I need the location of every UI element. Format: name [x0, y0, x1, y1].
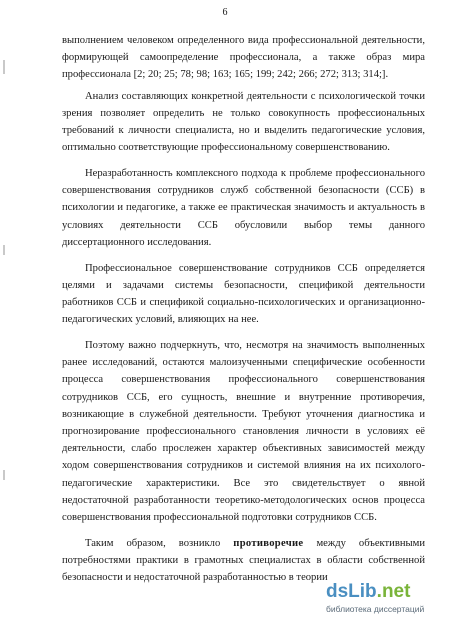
dslib-logo-suffix: .net	[376, 581, 411, 602]
paragraph-contradiction	[62, 535, 425, 587]
paragraph-understudied-features: Поэтому важно подчеркнуть, что, несмотря на значимость выполненных ранее исследований, остаются малоизученными специфические особенности процесса совершенствования профессионального совершенствования сотрудников ССБ, его сущность, внешние и внутренние противоречия, возникающие в служебной деятельности. Требуют уточнения диагностика и прогнозирование профессионального становления личности в условиях её деятельности, слабо прослежен характер объективных зависимостей между ходом совершенствования сотрудников и системой влияния на их психолого-педагогические характеристики. Все это свидетельствует о явной недостаточной разработанности теоретико-методологических основ процесса совершенствования профессиональной подготовки сотрудников ССБ.	[62, 340, 425, 524]
paragraph-topic-choice: Неразработанность комплексного подхода к проблеме профессионального совершенствования сотрудников служб собственной безопасности (ССБ) в психологии и педагогике, а также ее практическая значимость и актуальность в условиях деятельности ССБ обусловили выбор темы данного диссертационного исследования.	[62, 168, 425, 248]
dslib-watermark[interactable]	[326, 581, 436, 619]
dslib-logo-main: dsLib	[326, 581, 377, 602]
margin-mark-top	[3, 60, 5, 74]
page-number: 6	[222, 7, 228, 18]
document-body	[62, 32, 425, 595]
contradiction-emphasis: противоречие	[233, 537, 304, 549]
margin-mark-low	[3, 470, 5, 480]
margin-mark-mid	[3, 245, 5, 255]
contradiction-before: Таким образом, возникло	[85, 537, 234, 549]
paragraph-analysis: Анализ составляющих конкретной деятельности с психологической точки зрения позволяет определить не только совокупность профессиональных требований к личности специалиста, но и выделить педагогические условия, оптимально соответствующие профессиональному совершенствованию.	[62, 90, 425, 154]
dslib-subtitle: библиотека диссертаций	[326, 604, 425, 614]
contradiction-after: между объективными потребностями практики в грамотных специалистах в области собственной безопасности и недостаточной разработанностью в теории	[62, 537, 425, 584]
dslib-logo	[326, 581, 410, 603]
paragraph-professional-improvement: Профессиональное совершенствование сотрудников ССБ определяется целями и задачами системы безопасности, спецификой деятельности работников ССБ и спецификой социально-психологических и организационно-педагогических условий, влияющих на нее.	[62, 262, 425, 326]
paragraph-continuation: выполнением человеком определенного вида профессиональной деятельности, формирующей самоопределение профессионала, а также образ мира профессионала [2; 20; 25; 78; 98; 163; 165; 199; 242; 266; 272; 313; 314;].	[62, 35, 425, 81]
